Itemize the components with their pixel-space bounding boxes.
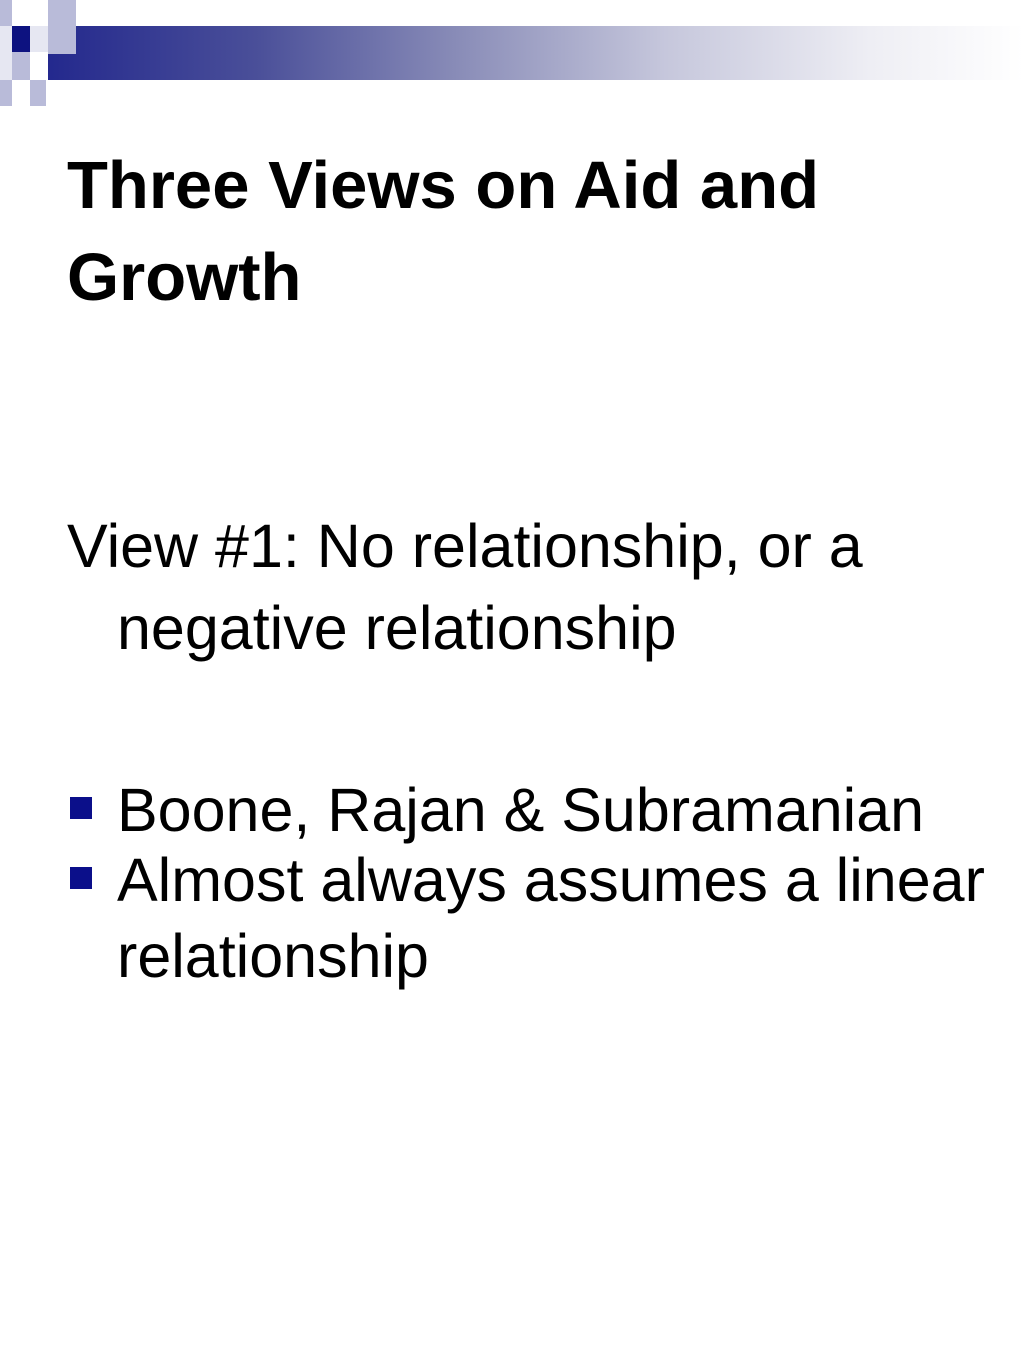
decor-square: [12, 26, 30, 52]
decor-square: [30, 80, 46, 106]
decor-square: [30, 26, 48, 52]
decor-square: [48, 26, 76, 54]
bullet-text: Boone, Rajan & Subramanian: [117, 776, 925, 844]
bullet-text: Almost always assumes a linear relationship: [117, 846, 985, 990]
decor-square: [30, 52, 48, 80]
square-bullet-icon: [70, 867, 92, 889]
decor-square: [0, 0, 12, 26]
decor-square: [12, 52, 30, 80]
header-gradient-band: [0, 26, 1024, 80]
list-item: [67, 772, 987, 848]
decor-square: [0, 26, 12, 80]
slide-title: Three Views on Aid and Growth: [67, 148, 820, 315]
bullet-list: [67, 772, 987, 994]
square-bullet-icon: [70, 797, 92, 819]
decor-square: [0, 80, 12, 106]
list-item: [67, 842, 987, 994]
decor-square: [48, 0, 76, 26]
view-statement: View #1: No relationship, or a negative relationship: [67, 512, 863, 662]
